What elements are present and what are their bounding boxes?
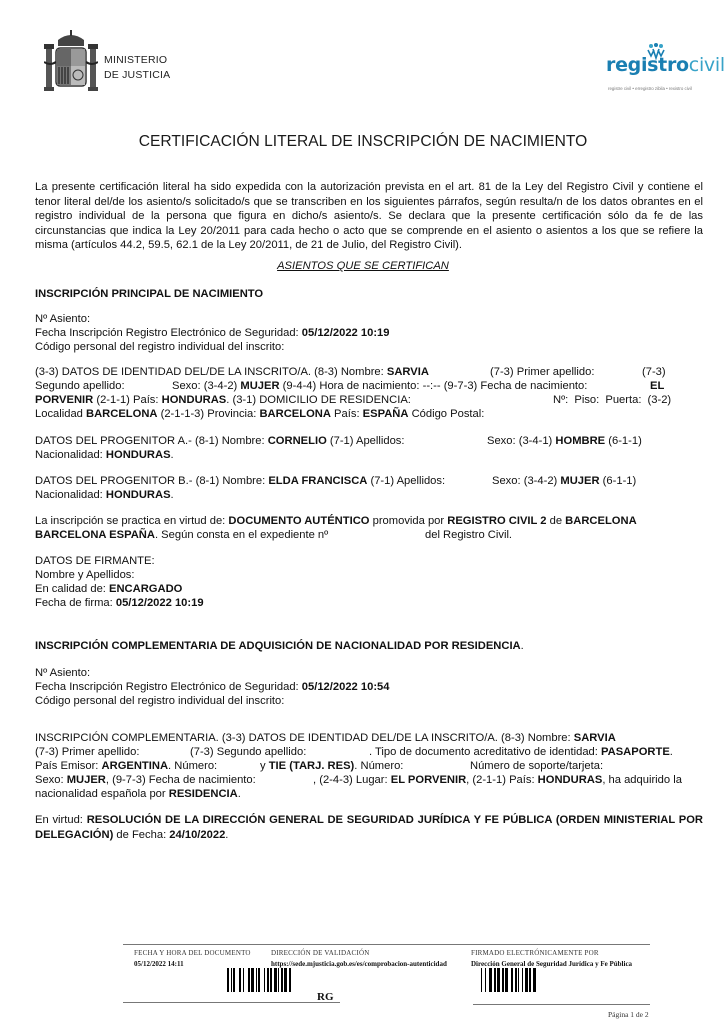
complementaria-lugar — [313, 773, 682, 788]
sexo-value: HOMBRE — [555, 435, 606, 447]
documento-value: DOCUMENTO AUTÉNTICO — [228, 515, 370, 527]
label: Fecha Inscripción Registro Electrónico de Seguridad: — [35, 327, 302, 339]
text: (7-1) Apellidos: — [326, 435, 405, 447]
text: . Número: — [168, 760, 218, 772]
lugar-value: BARCELONA ESPAÑA — [35, 529, 155, 541]
complementaria-virtud: En virtud: RESOLUCIÓN DE LA DIRECCIÓN GENERAL DE SEGURIDAD JURÍDICA Y FE PÚBLICA (ORDEN MINISTERIAL POR DELEGACIÓN) de Fecha: 24/10/2022. — [35, 814, 703, 841]
resolucion-value: RESOLUCIÓN DE LA DIRECCIÓN GENERAL DE SEGURIDAD JURÍDICA Y FE PÚBLICA (ORDEN MINISTERIAL POR DELEGACIÓN) — [35, 814, 703, 841]
complementaria-segundo-apellido: (7-3) Segundo apellido: — [190, 746, 307, 758]
progenitor-a-sexo — [487, 434, 642, 449]
footer-top-rule — [123, 944, 650, 945]
complementaria-pais-emisor — [35, 759, 217, 774]
ministry-name — [104, 53, 170, 83]
footer-bottom-rule-left — [123, 1002, 340, 1003]
footer-fecha-value: 05/12/2022 14:11 — [134, 960, 184, 968]
text: , ha adquirido la — [602, 774, 682, 786]
text: (7-1) Apellidos: — [367, 475, 446, 487]
principal-asiento: Nº Asiento: — [35, 313, 91, 325]
barcode-2 — [481, 968, 537, 992]
nombre-value: SARVIA — [573, 732, 616, 744]
text: Sexo: — [35, 774, 67, 786]
registro-word: registro — [606, 54, 689, 76]
provincia-value: BARCELONA — [259, 408, 331, 420]
nombre-value: SARVIA — [386, 366, 429, 378]
sexo-value: MUJER — [240, 380, 280, 392]
footer-firmado-caption: FIRMADO ELECTRÓNICAMENTE POR — [471, 949, 599, 957]
text: Sexo: (3-4-2) — [492, 475, 561, 487]
subheading-asientos: ASIENTOS QUE SE CERTIFICAN — [277, 260, 449, 272]
principal-heading: INSCRIPCIÓN PRINCIPAL DE NACIMIENTO — [35, 288, 264, 300]
complementaria-fecha-inscripcion — [35, 680, 390, 695]
ministry-line-2: DE JUSTICIA — [104, 69, 171, 81]
text: . Tipo de documento acreditativo de identidad: — [369, 746, 601, 758]
label: Fecha Inscripción Registro Electrónico de Seguridad: — [35, 681, 302, 693]
firmante-calidad — [35, 582, 182, 597]
text: País Emisor: — [35, 760, 102, 772]
complementaria-codigo-personal: Código personal del registro individual del inscrito: — [35, 695, 285, 707]
footer-firmado-value: Dirección General de Seguridad Jurídica y Fe Pública — [471, 960, 633, 968]
text: , (9-7-3) Fecha de nacimiento: — [105, 774, 256, 786]
complementaria-nacionalidad: nacionalidad española por RESIDENCIA. — [35, 788, 241, 800]
text: (2-1-1-3) Provincia: — [157, 408, 260, 420]
nacionalidad-value: HONDURAS — [105, 489, 171, 501]
intro-paragraph: La presente certificación literal ha sido expedida con la autorización prevista en el art. 81 de la Ley del Registro Civil y contiene el tenor literal del/de los asiento/s solicitado/s que se transcriben en los siguientes párrafos, según resulta/n de los datos obrantes en el registro individual de la persona que figura en dicho/s asiento/s. Se declara que la presente certificación sólo da fe de las circunstancias que indica la Ley 20/2011 para cada hecho o acto que se comprende en el asiento o asientos a los que se refiere la misma (artículos 44.2, 59.5, 62.1 de la Ley 20/2011, de 21 de Julio, del Registro Civil). — [35, 181, 703, 252]
text: Localidad — [35, 408, 87, 420]
text: (2-1-1) País: — [93, 394, 162, 406]
spain-coat-of-arms-logo — [44, 30, 98, 94]
footer-code: RG — [317, 991, 334, 1003]
virtud-line-1 — [35, 514, 637, 529]
text: . Número: — [354, 760, 404, 772]
calidad-value: ENCARGADO — [109, 583, 183, 595]
firmante-nombre: Nombre y Apellidos: — [35, 569, 135, 581]
firmante-fecha — [35, 596, 204, 611]
fecha-value: 05/12/2022 10:19 — [115, 597, 204, 609]
heading-text: INSCRIPCIÓN COMPLEMENTARIA DE ADQUISICIÓN DE NACIONALIDAD POR RESIDENCIA — [35, 640, 521, 652]
text: , (2-4-3) Lugar: — [313, 774, 391, 786]
text: Sexo: (3-4-2) — [172, 380, 241, 392]
motivo-value: RESIDENCIA — [168, 788, 238, 800]
identity-primer-apellido: (7-3) Primer apellido: — [490, 366, 595, 378]
complementaria-asiento: Nº Asiento: — [35, 667, 91, 679]
complementaria-primer-apellido: (7-3) Primer apellido: — [35, 746, 140, 758]
complementaria-heading: INSCRIPCIÓN COMPLEMENTARIA DE ADQUISICIÓN DE NACIONALIDAD POR RESIDENCIA. — [35, 640, 524, 652]
label: Fecha de firma: — [35, 597, 116, 609]
progenitor-b-sexo — [492, 474, 636, 489]
promotor-value: REGISTRO CIVIL 2 — [447, 515, 547, 527]
document-title: CERTIFICACIÓN LITERAL DE INSCRIPCIÓN DE NACIMIENTO — [138, 133, 588, 150]
progenitor-a-nacionalidad: Nacionalidad: HONDURAS. — [35, 449, 174, 461]
label: En calidad de: — [35, 583, 110, 595]
complementaria-line-1 — [35, 731, 616, 746]
text: nacionalidad española por — [35, 788, 169, 800]
text: DATOS DEL PROGENITOR B.- (8-1) Nombre: — [35, 475, 269, 487]
text: de Fecha: — [113, 828, 170, 841]
label: Nacionalidad: — [35, 449, 106, 461]
text: (3-3) DATOS DE IDENTIDAD DEL/DE LA INSCRITO/A. (8-3) Nombre: — [35, 366, 387, 378]
principal-fecha-inscripcion — [35, 326, 390, 341]
identity-line-1 — [35, 365, 429, 380]
registro-civil-logo — [606, 42, 725, 91]
nombre-value: ELDA FRANCISCA — [268, 475, 368, 487]
pais-value: HONDURAS — [161, 394, 227, 406]
complementaria-soporte: Número de soporte/tarjeta: — [470, 760, 604, 772]
pais-value: HONDURAS — [537, 774, 603, 786]
identity-domicilio-fields: Nº: Piso: Puerta: (3-2) — [553, 394, 672, 406]
text: País: — [330, 408, 363, 420]
text: , (2-1-1) País: — [466, 774, 538, 786]
nacionalidad-value: HONDURAS — [105, 449, 171, 461]
civil-word: civil — [688, 54, 725, 76]
text: de — [546, 515, 566, 527]
fecha-value: 24/10/2022 — [169, 828, 226, 841]
footer-bottom-rule-right — [473, 1004, 650, 1005]
progenitor-b-nacionalidad: Nacionalidad: HONDURAS. — [35, 489, 174, 501]
firmante-heading: DATOS DE FIRMANTE: — [35, 555, 155, 567]
complementaria-tipo-doc: . Tipo de documento acreditativo de identidad: PASAPORTE. — [369, 746, 673, 758]
identity-code: (7-3) — [642, 366, 666, 378]
progenitor-b-line-1 — [35, 474, 445, 489]
value: 05/12/2022 10:19 — [301, 327, 390, 339]
complementaria-sexo — [35, 773, 256, 788]
text: (6-1-1) — [605, 435, 642, 447]
complementaria-tie — [260, 759, 403, 774]
barcode-1 — [227, 968, 292, 992]
text: La inscripción se practica en virtud de: — [35, 515, 229, 527]
principal-codigo-personal: Código personal del registro individual del inscrito: — [35, 341, 285, 353]
text: promovida por — [369, 515, 448, 527]
localidad-value: BARCELONA — [86, 408, 158, 420]
identity-segundo-apellido: Segundo apellido: — [35, 380, 125, 392]
nombre-value: CORNELIO — [267, 435, 327, 447]
sexo-value: MUJER — [66, 774, 106, 786]
virtud-line-2 — [35, 528, 328, 543]
label: Nacionalidad: — [35, 489, 106, 501]
footer-fecha-caption: FECHA Y HORA DEL DOCUMENTO — [134, 949, 251, 957]
identity-line-2 — [172, 379, 587, 394]
registro-tagline: registre civil • erregistro zibila • rexistro civil — [608, 86, 692, 91]
text: . Según consta en el expediente nº — [154, 529, 329, 541]
lugar-value: PORVENIR — [35, 394, 94, 406]
pais-emisor-value: ARGENTINA — [101, 760, 169, 772]
lugar-value: EL PORVENIR — [390, 774, 467, 786]
text: En virtud: — [35, 814, 87, 826]
progenitor-a-line-1 — [35, 434, 405, 449]
text: Sexo: (3-4-1) — [487, 435, 556, 447]
virtud-registro-civil: del Registro Civil. — [425, 529, 513, 541]
page-number: Página 1 de 2 — [608, 1010, 649, 1019]
identity-lugar-1: EL — [650, 380, 665, 392]
value: 05/12/2022 10:54 — [301, 681, 390, 693]
identity-line-3 — [35, 393, 411, 408]
text: . (3-1) DOMICILIO DE RESIDENCIA: — [226, 394, 411, 406]
ciudad-value: BARCELONA — [565, 515, 637, 527]
tipo-doc-value: PASAPORTE — [600, 746, 670, 758]
text: DATOS DEL PROGENITOR A.- (8-1) Nombre: — [35, 435, 268, 447]
text: Código Postal: — [408, 408, 485, 420]
identity-line-4 — [35, 407, 484, 422]
footer-direccion-link[interactable]: https://sede.mjusticia.gob.es/es/comprobacion-autenticidad — [271, 960, 447, 968]
pais-residencia-value: ESPAÑA — [362, 408, 409, 420]
sexo-value: MUJER — [560, 475, 600, 487]
text: INSCRIPCIÓN COMPLEMENTARIA. (3-3) DATOS DE IDENTIDAD DEL/DE LA INSCRITO/A. (8-3) Nombre: — [35, 732, 574, 744]
footer-direccion-caption: DIRECCIÓN DE VALIDACIÓN — [271, 949, 370, 957]
text: (9-4-4) Hora de nacimiento: --:-- (9-7-3) Fecha de nacimiento: — [279, 380, 588, 392]
tie-value: TIE (TARJ. RES) — [268, 760, 355, 772]
text: (6-1-1) — [599, 475, 637, 487]
text: y — [260, 760, 269, 772]
ministry-line-1: MINISTERIO — [104, 54, 168, 66]
